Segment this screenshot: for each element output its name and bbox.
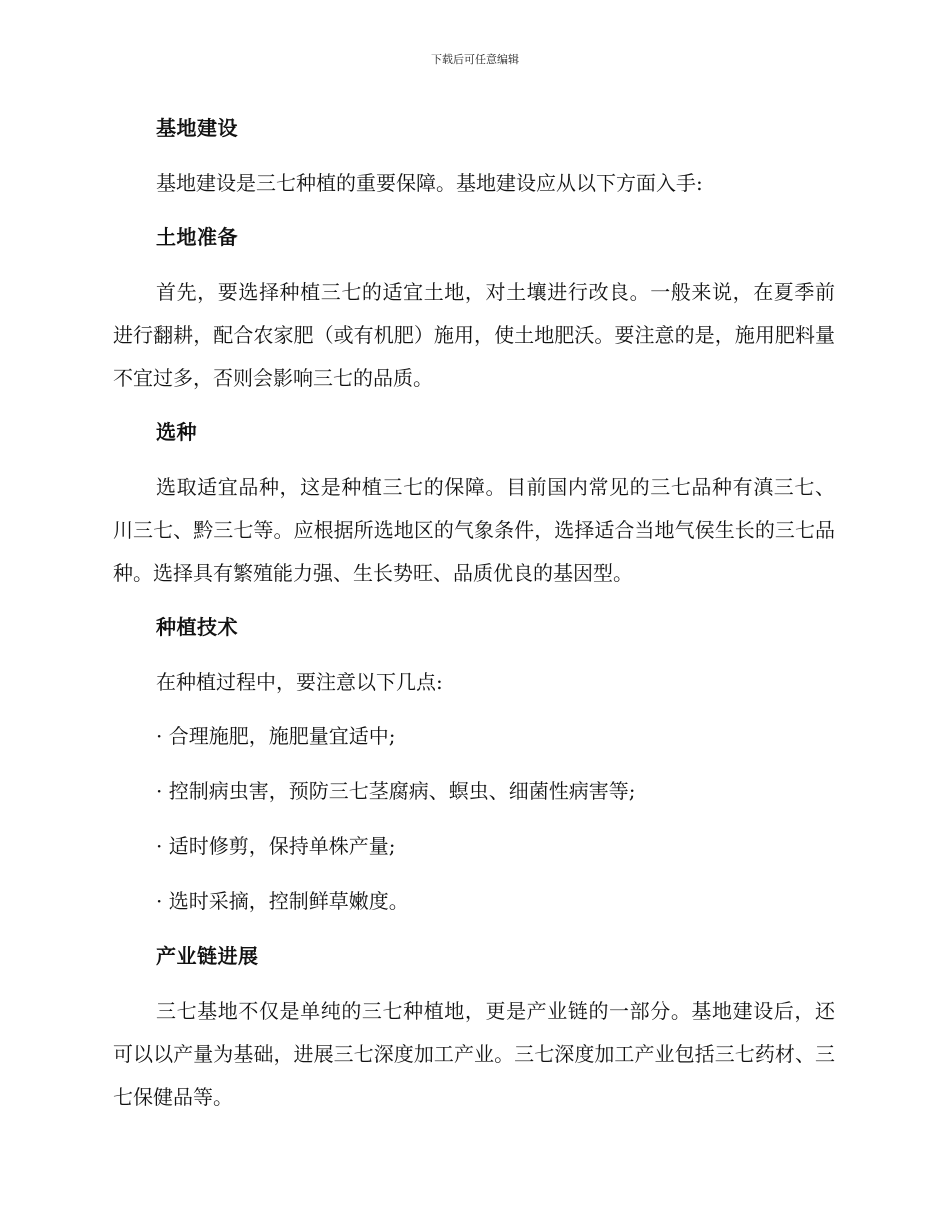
section-heading-industry-chain: 产业链进展 bbox=[156, 944, 259, 968]
section-heading-base-construction: 基地建设 bbox=[156, 116, 238, 140]
section-heading-land-preparation: 土地准备 bbox=[156, 225, 238, 249]
list-item: · 合理施肥，施肥量宜适中; bbox=[156, 724, 396, 748]
list-item: · 选时采摘，控制鲜草嫩度。 bbox=[156, 889, 409, 913]
section-heading-seed-selection: 选种 bbox=[156, 420, 197, 444]
list-item: · 适时修剪，保持单株产量; bbox=[156, 834, 396, 858]
paragraph-seed-selection: 选取适宜品种，这是种植三七的保障。目前国内常见的三七品种有滇三七、川三七、黔三七等。应根据所选地区的气象条件，选择适合当地气侯生长的三七品种。选择具有繁殖能力强、生长势旺、品质优良的基因型。 bbox=[113, 475, 835, 585]
paragraph-industry-chain: 三七基地不仅是单纯的三七种植地，更是产业链的一部分。基地建设后，还可以以产量为基础，进展三七深度加工产业。三七深度加工产业包括三七药材、三七保健品等。 bbox=[113, 999, 835, 1109]
paragraph-land-preparation: 首先，要选择种植三七的适宜土地，对土壤进行改良。一般来说，在夏季前进行翻耕，配合农家肥（或有机肥）施用，使土地肥沃。要注意的是，施用肥料量不宜过多，否则会影响三七的品质。 bbox=[113, 280, 835, 390]
document-body bbox=[113, 108, 835, 1131]
paragraph-planting-technique: 在种植过程中，要注意以下几点: bbox=[156, 670, 443, 694]
list-item: · 控制病虫害，预防三七茎腐病、螟虫、细菌性病害等; bbox=[156, 779, 636, 803]
section-heading-planting-technique: 种植技术 bbox=[156, 615, 238, 639]
paragraph-base-construction: 基地建设是三七种植的重要保障。基地建设应从以下方面入手: bbox=[156, 171, 703, 195]
page-header: 下载后可任意编辑 bbox=[431, 53, 519, 66]
